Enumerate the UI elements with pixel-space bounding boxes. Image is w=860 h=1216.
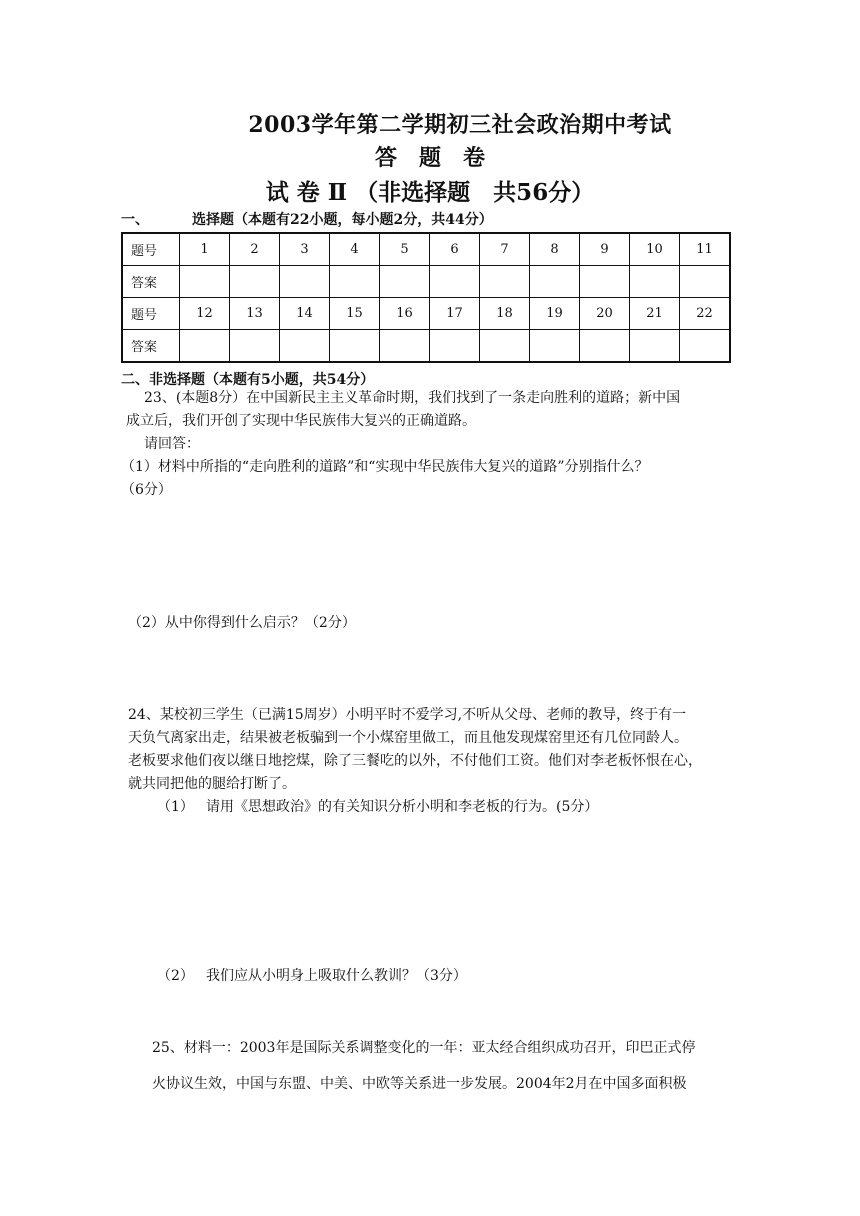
- row-header-number: 题号: [122, 233, 180, 266]
- q23-sub1-line1: （1）材料中所指的“走向胜利的道路”和“实现中华民族伟大复兴的道路”分别指什么？: [121, 459, 649, 475]
- q23-sub1-line2: （6分）: [121, 482, 172, 498]
- question-number-cell: 12: [180, 298, 230, 330]
- question-number-cell: 16: [380, 298, 430, 330]
- question-number-cell: 17: [430, 298, 480, 330]
- table-row: [122, 330, 730, 363]
- answer-cell[interactable]: [330, 330, 380, 363]
- question-number-cell: 20: [580, 298, 630, 330]
- q24-sub2-answer-area[interactable]: [121, 992, 731, 1032]
- answer-cell[interactable]: [480, 266, 530, 298]
- question-number-cell: 7: [480, 233, 530, 266]
- q24-line4: 就共同把他的腿给打断了。: [128, 776, 296, 792]
- answer-cell[interactable]: [180, 330, 230, 363]
- answer-cell[interactable]: [430, 266, 480, 298]
- exam-subtitle: 答 题 卷: [374, 145, 485, 171]
- question-number-cell: 4: [330, 233, 380, 266]
- row-header-answer: 答案: [122, 266, 180, 298]
- answer-cell[interactable]: [580, 266, 630, 298]
- question-number-cell: 11: [680, 233, 731, 266]
- question-number-cell: 21: [630, 298, 680, 330]
- answer-cell[interactable]: [680, 266, 731, 298]
- q24-line1: 24、某校初三学生（已满15周岁）小明平时不爱学习,不听从父母、老师的教导，终于有一: [128, 707, 687, 723]
- answer-cell[interactable]: [330, 266, 380, 298]
- answer-cell[interactable]: [530, 266, 580, 298]
- q25-line2: 火协议生效，中国与东盟、中美、中欧等关系进一步发展。2004年2月在中国多面积极: [152, 1076, 687, 1092]
- answer-cell[interactable]: [380, 266, 430, 298]
- q23-line1: 23、(本题8分）在中国新民主主义革命时期，我们找到了一条走向胜利的道路；新中国: [144, 390, 681, 406]
- paper-section-title: 试 卷 Ⅱ （非选择题 共56分）: [265, 179, 595, 206]
- question-number-cell: 14: [280, 298, 330, 330]
- question-number-cell: 2: [230, 233, 280, 266]
- answer-cell[interactable]: [230, 266, 280, 298]
- answer-cell[interactable]: [430, 330, 480, 363]
- q24-sub1-text: 请用《思想政治》的有关知识分析小明和李老板的行为。(5分）: [206, 799, 599, 815]
- q24-sub2-text: 我们应从小明身上吸取什么教训？（3分）: [206, 968, 467, 984]
- answer-cell[interactable]: [280, 266, 330, 298]
- table-row: [122, 298, 730, 330]
- q23-line2: 成立后，我们开创了实现中华民族伟大复兴的正确道路。: [126, 413, 476, 429]
- question-number-cell: 22: [680, 298, 731, 330]
- question-number-cell: 5: [380, 233, 430, 266]
- row-header-answer: 答案: [122, 330, 180, 363]
- q23-answer-area[interactable]: [121, 505, 731, 605]
- q24-sub1-number: （1）: [157, 799, 194, 815]
- answer-cell[interactable]: [180, 266, 230, 298]
- row-header-number: 题号: [122, 298, 180, 330]
- section1-label: 一、: [121, 212, 149, 228]
- q25-line1: 25、材料一：2003年是国际关系调整变化的一年：亚太经合组织成功召开，印巴正式停: [152, 1040, 696, 1056]
- question-number-cell: 6: [430, 233, 480, 266]
- question-number-cell: 13: [230, 298, 280, 330]
- q23-sub2-answer-area[interactable]: [121, 638, 731, 693]
- question-number-cell: 19: [530, 298, 580, 330]
- question-number-cell: 18: [480, 298, 530, 330]
- answer-cell[interactable]: [530, 330, 580, 363]
- q24-line3: 老板要求他们夜以继日地挖煤，除了三餐吃的以外，不付他们工资。他们对李老板怀恨在心，: [128, 753, 702, 769]
- table-row: [122, 233, 730, 266]
- question-number-cell: 8: [530, 233, 580, 266]
- table-row: [122, 266, 730, 298]
- q24-sub2-number: （2）: [157, 968, 194, 984]
- section1-title: 选择题（本题有22小题，每小题2分，共44分）: [192, 212, 493, 228]
- q23-prompt: 请回答：: [144, 436, 200, 452]
- answer-table: [121, 232, 731, 363]
- exam-title: 2003学年第二学期初三社会政治期中考试: [248, 112, 672, 138]
- answer-cell[interactable]: [280, 330, 330, 363]
- answer-cell[interactable]: [480, 330, 530, 363]
- question-number-cell: 10: [630, 233, 680, 266]
- question-number-cell: 9: [580, 233, 630, 266]
- answer-cell[interactable]: [630, 266, 680, 298]
- question-number-cell: 15: [330, 298, 380, 330]
- q24-line2: 天负气离家出走，结果被老板骗到一个小煤窑里做工，而且他发现煤窑里还有几位同龄人。: [128, 730, 688, 746]
- question-number-cell: 3: [280, 233, 330, 266]
- section2-title: 二、非选择题（本题有5小题，共54分）: [121, 372, 375, 388]
- answer-cell[interactable]: [580, 330, 630, 363]
- answer-cell[interactable]: [680, 330, 731, 363]
- q24-sub1-answer-area[interactable]: [121, 825, 731, 960]
- q23-sub2: （2）从中你得到什么启示？（2分）: [128, 615, 356, 631]
- question-number-cell: 1: [180, 233, 230, 266]
- answer-cell[interactable]: [380, 330, 430, 363]
- answer-cell[interactable]: [630, 330, 680, 363]
- answer-cell[interactable]: [230, 330, 280, 363]
